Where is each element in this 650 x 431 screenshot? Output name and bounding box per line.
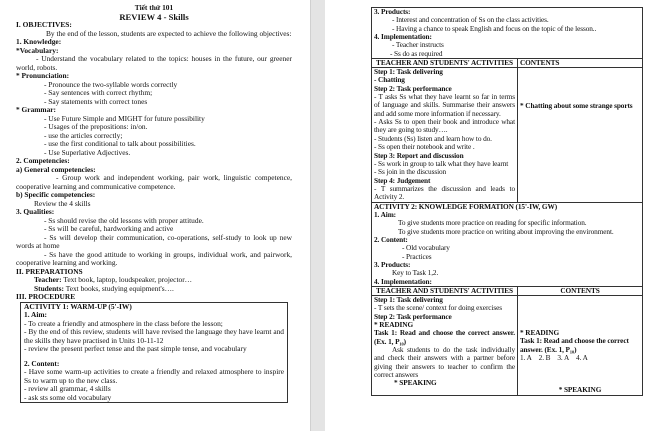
list-item: - Ss should revise the old lessons with proper attitude.	[44, 215, 204, 225]
speaking-heading: * SPEAKING	[394, 378, 437, 388]
students-text: Text books, studying equipment's….	[63, 283, 174, 293]
list-item: - Use Future Simple and MIGHT for future possibility	[44, 113, 205, 123]
reading-heading: * READING	[374, 320, 414, 330]
page-right	[325, 0, 650, 431]
chatting-content: * Chatting about some strange sports	[520, 101, 633, 111]
activity-1-box	[20, 302, 288, 404]
list-item: - T summarizes the discussion and leads to Activity 2.	[374, 183, 515, 202]
list-item: - Students (Ss) listen and learn how to do.	[374, 133, 492, 143]
list-item: - Ss will be careful, hardworking and active	[44, 224, 174, 233]
objectives-text: By the end of the lesson, students are expected to achieve the following objectives:	[46, 28, 292, 38]
list-item: - review the present perfect tense and the past simple tense, and vocabulary	[24, 344, 247, 353]
answer: 2. B	[538, 353, 551, 363]
list-item: - Ss will develop their communication, co-operations, self-study to look up new words at home	[16, 232, 292, 250]
teacher-text: Text book, laptop, loudspeaker, projector…	[61, 275, 193, 284]
column-header-activities: TEACHER AND STUDENTS' ACTIVITIES	[372, 287, 518, 296]
heading-general-competencies: a) General competencies:	[16, 164, 96, 174]
list-item: - Say sentences with correct rhythm;	[44, 88, 153, 97]
step-2: Step 2: Task performance	[374, 83, 452, 93]
activity-2-title: ACTIVITY 2: KNOWLEDGE FORMATION (15'-IW, GW)	[374, 201, 558, 211]
heading-competencies: 2. Competencies:	[16, 156, 70, 165]
column-header-activities: TEACHER AND STUDENTS' ACTIVITIES	[372, 59, 518, 68]
general-competencies-text: - Group work and independent working, pair work, linguistic competence, cooperative learning and communicative competence.	[16, 173, 292, 191]
lesson-title: REVIEW 4 - Skills	[119, 11, 189, 22]
products-text: Key to Task 1,2.	[392, 268, 439, 278]
heading-preparations: II. PREPARATIONS	[16, 266, 83, 276]
list-item: - T asks Ss what they have learnt so far in terms of language and skills. Summarise their answers and add some more information if necessary.	[374, 92, 515, 118]
heading-products: 3. Products:	[374, 7, 411, 16]
list-item: - Old vocabulary	[402, 243, 450, 253]
list-item: - Have some warm-up activities to create a friendly and relaxed atmosphere to inspire Ss to warm up to the new class.	[24, 367, 284, 385]
column-header-contents: CONTENTS	[518, 59, 643, 68]
list-item: - By the end of this review, students will have revised the language they have learnt and the skills they have practised in Units 10-11-12	[24, 327, 284, 345]
list-item: - Practices	[402, 251, 432, 261]
heading-pronunciation: * Pronunciation:	[16, 71, 70, 80]
list-item: - Chatting	[374, 75, 405, 85]
list-item: - Ss join in the discussion	[374, 167, 447, 177]
students-label: Students:	[34, 283, 64, 293]
list-item: - Use Superlative Adjectives.	[44, 147, 131, 157]
step-2: Step 2: Task performance	[374, 311, 452, 321]
heading-specific-competencies: b) Specific competencies:	[16, 190, 96, 199]
list-item: - review all grammar, 4 skills	[24, 384, 111, 393]
heading-grammar: * Grammar:	[16, 105, 57, 114]
list-item: To give students more practice on writing about improving the environment.	[398, 226, 614, 236]
speaking-heading: * SPEAKING	[558, 385, 602, 395]
list-item: - Usages of the prepositions: in/on.	[44, 122, 148, 131]
heading-vocabulary: *Vocabulary:	[16, 45, 59, 55]
step-3: Step 3: Report and discussion	[374, 150, 464, 160]
heading-content: 2. Content:	[374, 234, 408, 244]
contents-cell	[518, 68, 643, 203]
heading-products: 3. Products:	[374, 259, 411, 269]
answer-key	[520, 354, 640, 362]
list-item: - Having a chance to speak English and focus on the topic of the lesson..	[392, 23, 597, 33]
task-1-instructions: Ask students to do the task individually and check their answers with a partner before giving their answers to teacher to confirm the correct answers	[374, 345, 515, 380]
heading-implementation: 4. Implementation:	[374, 32, 432, 42]
heading-knowledge: 1. Knowledge:	[16, 37, 62, 46]
heading-objectives: I. OBJECTIVES:	[16, 20, 72, 29]
heading-content: 2. Content:	[24, 358, 60, 368]
activity-2-header	[372, 202, 643, 286]
activity-1-title: ACTIVITY 1: WARM-UP (5'-IW)	[24, 301, 132, 311]
activity-1-continued	[372, 8, 643, 59]
list-item: To give students more practice on reading for specific information.	[398, 218, 587, 228]
list-item: - use the articles correctly;	[44, 130, 123, 140]
reading-heading: * READING	[520, 328, 560, 337]
activities-cell	[372, 68, 518, 203]
step-1: Step 1: Task delivering	[374, 67, 443, 77]
list-item: - Ss do as required	[390, 48, 443, 58]
answer: 3. A	[557, 353, 570, 363]
list-item: - ask sts some old vocabulary	[24, 392, 112, 402]
heading-aim: 1. Aim:	[24, 310, 47, 319]
list-item: - use the first conditional to talk about possibilities.	[44, 139, 196, 148]
column-header-contents: CONTENTS	[518, 287, 643, 296]
answer: 1. A	[520, 353, 532, 363]
step-1: Step 1: Task delivering	[374, 295, 443, 304]
activities-cell	[372, 296, 518, 396]
lesson-number: Tiết thứ 101	[134, 3, 174, 12]
task-1-title: Task 1: Read and choose the correct answer. (Ex. 1, P₁₀)	[374, 328, 515, 346]
vocabulary-text: - Understand the vocabulary related to the topics: houses in the future, our greener world, robots.	[16, 54, 292, 72]
list-item: - T sets the scene/ context for doing exercises	[374, 303, 502, 313]
heading-procedure: III. PROCEDURE	[16, 292, 76, 301]
list-item: - Interest and concentration of Ss on the class activities.	[392, 15, 549, 25]
list-item: - Teacher instructs	[392, 40, 444, 50]
heading-qualities: 3. Qualities:	[16, 207, 55, 216]
answer: 4. A	[576, 353, 588, 363]
heading-aim: 1. Aim:	[374, 209, 396, 219]
heading-implementation: 4. Implementation:	[374, 276, 432, 286]
list-item: - Pronounce the two-syllable words correctly	[44, 79, 178, 89]
lesson-table	[371, 7, 643, 396]
page-left	[0, 0, 310, 431]
teacher-label: Teacher:	[34, 275, 62, 284]
list-item: - Ss work in group to talk what they have learnt	[374, 158, 509, 168]
list-item: - Asks Ss to open their book and introduce what they are going to study….	[374, 117, 515, 135]
step-4: Step 4: Judgement	[374, 175, 431, 185]
list-item: - Say statements with correct tones	[44, 96, 148, 106]
contents-cell	[518, 296, 643, 396]
list-item: - Ss have the good attitude to working in groups, individual work, and pairwork, cooperative learning and working.	[16, 249, 292, 267]
list-item: - To create a friendly and atmosphere in the class before the lesson;	[24, 318, 223, 328]
page-separator	[310, 0, 325, 431]
task-1-title: Task 1: Read and choose the correct answer. (Ex. 1, P₁₀)	[520, 336, 629, 354]
list-item: - Ss open their notebook and write .	[374, 142, 475, 152]
specific-competencies-text: Review the 4 skills	[34, 198, 91, 208]
